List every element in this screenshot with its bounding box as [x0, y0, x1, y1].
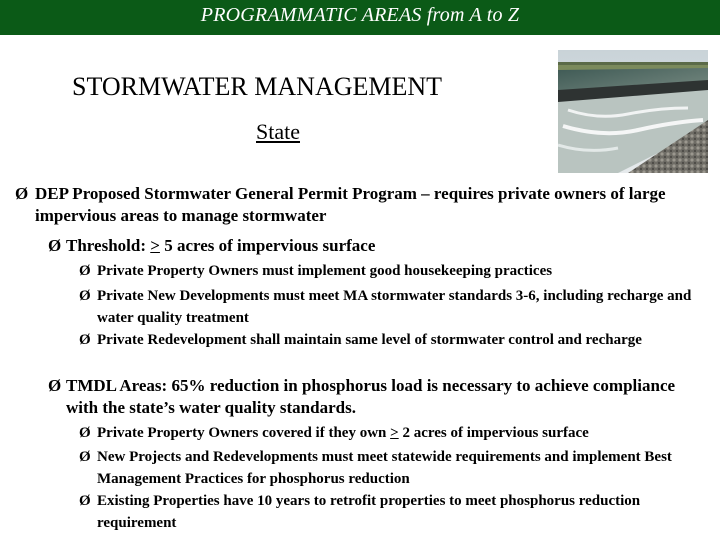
stormwater-dam-photo: [558, 50, 708, 173]
page-subtitle: State: [256, 119, 300, 144]
greater-equal-symbol: >: [150, 236, 160, 255]
bullet-tmdl-owners: Ø Private Property Owners covered if they own > 2 acres of impervious surface: [79, 422, 720, 444]
bullet-tmdl: Ø TMDL Areas: 65% reduction in phosphorus load is necessary to achieve compliance with the state’s water quality standards.: [48, 376, 676, 417]
arrow-bullet-icon: Ø: [79, 449, 91, 465]
arrow-bullet-icon: Ø: [79, 263, 91, 279]
bullet-new-developments: Ø Private New Developments must meet MA stormwater standards 3-6, including recharge and water quality treatment: [79, 285, 720, 329]
arrow-bullet-icon: Ø: [79, 288, 91, 304]
arrow-bullet-icon: Ø: [48, 376, 62, 395]
page-title: STORMWATER MANAGEMENT: [72, 72, 443, 101]
arrow-bullet-icon: Ø: [79, 493, 91, 509]
arrow-bullet-icon: Ø: [79, 425, 91, 441]
bullet-private-owners: Ø Private Property Owners must implement good housekeeping practices: [79, 260, 707, 282]
greater-equal-symbol: >: [390, 425, 399, 441]
bullet-threshold: Ø Threshold: > 5 acres of impervious surface: [48, 236, 376, 255]
bullet-redevelopment: Ø Private Redevelopment shall maintain same level of stormwater control and recharge: [79, 329, 707, 351]
arrow-bullet-icon: Ø: [79, 332, 91, 348]
bullet-existing-properties: Ø Existing Properties have 10 years to retrofit properties to meet phosphorus reduction requirement: [79, 490, 707, 534]
arrow-bullet-icon: Ø: [15, 184, 29, 203]
bullet-new-projects: Ø New Projects and Redevelopments must meet statewide requirements and implement Best Management Practices for phosphorus reduction: [79, 446, 707, 490]
bullet-dep-permit: Ø DEP Proposed Stormwater General Permit Program – requires private owners of large impervious areas to manage stormwater: [15, 184, 666, 225]
banner-title: PROGRAMMATIC AREAS from A to Z: [200, 4, 520, 26]
arrow-bullet-icon: Ø: [48, 236, 62, 255]
header-banner: [0, 0, 720, 35]
